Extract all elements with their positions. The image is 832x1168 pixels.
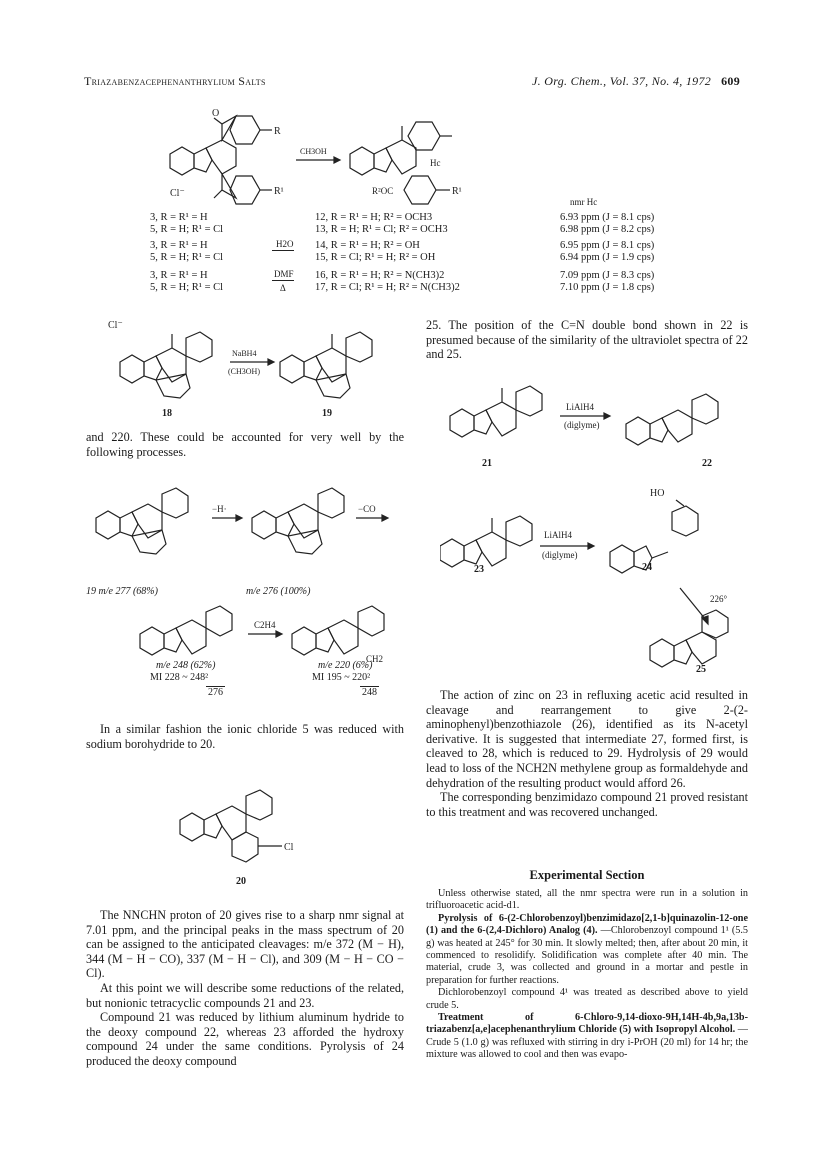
row1-left1: 3, R = R¹ = H (150, 212, 208, 223)
row3-right2: 17, R = Cl; R¹ = H; R² = N(CH3)2 (315, 282, 460, 293)
row3-left2: 5, R = H; R¹ = Cl (150, 282, 224, 293)
exp-para-2: Pyrolysis of 6-(2-Chlorobenzoyl)benzimidazo[2,1-b]quinazolin-12-one (1) and the 6-(2,4-Dichloro) Analog (4). —Chlorobenzoyl compound 1¹ (5.5 g) was heated at 245° for 30 min. It slowly melted; then, after about 20 min, it commenced to resolidify. Solidification was complete after 40 min. The material, crude 3, was collected and ground in a mortar and pestle in preparation for further reactions. (426, 912, 748, 986)
r1-label-left: R¹ (274, 186, 284, 197)
solvent-diglyme-2: (diglyme) (542, 550, 578, 560)
reagent-heat: Δ (280, 283, 286, 293)
scheme3-structures (440, 372, 740, 682)
hc-label: Hc (430, 158, 441, 168)
r-label-left: R (274, 126, 281, 137)
running-head: Triazabenzacephenanthrylium Salts (84, 74, 266, 88)
row1-right1: 12, R = R¹ = H; R² = OCH3 (315, 212, 433, 223)
compound-20-structure (170, 776, 320, 876)
arrow-dmf (272, 280, 294, 281)
text-similar-fashion: In a similar fashion the ionic chloride 5 was reduced with sodium borohydride to 20. (86, 722, 404, 751)
label-mi2-den: 248 (362, 687, 377, 698)
temp-226: 226° (710, 594, 728, 604)
right-paragraphs (426, 688, 748, 819)
compound-23-label: 23 (474, 564, 484, 575)
reagent-lialh4-1: LiAlH4 (566, 402, 594, 412)
text-compound-21: Compound 21 was reduced by lithium aluminum hydride to the deoxy compound 22, whereas 23 afforded the hydroxy compound 24 under the same conditions. Pyrolysis of 24 produced the deoxy compound (86, 1010, 404, 1068)
left-paragraph-2 (86, 722, 404, 751)
compound-18-label: 18 (162, 408, 172, 418)
label-220: m/e 220 (6%) (318, 660, 373, 671)
compound-22-label: 22 (702, 458, 712, 469)
compound-25-label: 25 (696, 664, 706, 675)
nmr-header: nmr Hc (570, 197, 598, 207)
reagent-nabh4: NaBH4 (232, 349, 257, 358)
label-248: m/e 248 (62%) (156, 660, 216, 671)
row2-nmr2: 6.94 ppm (J = 1.9 cps) (560, 252, 655, 263)
svg-text:Cl: Cl (284, 842, 294, 853)
row3-nmr1: 7.09 ppm (J = 8.3 cps) (560, 270, 655, 281)
row3-right1: 16, R = R¹ = H; R² = N(CH3)2 (315, 270, 445, 281)
r2oc-label: R²OC (372, 186, 394, 196)
scheme2-structures (100, 318, 410, 418)
experimental-paragraphs (426, 888, 748, 1062)
reagent-methanol-2: (CH3OH) (228, 367, 260, 376)
label-276: m/e 276 (100%) (246, 586, 311, 597)
left-paragraph-1 (86, 430, 404, 459)
text-at-this-point: At this point we will describe some reductions of the related, but nonionic tetracyclic compounds 21 and 23. (86, 980, 404, 1010)
reagent-methanol: CH3OH (300, 147, 327, 156)
text-nnchn: The NNCHN proton of 20 gives rise to a sharp nmr signal at 7.01 ppm, and the principal peaks in the mass spectrum of 20 can be assigned to the anticipated cleavages: m/e 372 (M − H), 344 (M − H − CO), 337 (M − H − Cl), and 309 (M − H − CO − Cl). (86, 908, 404, 981)
exp-para-1: Unless otherwise stated, all the nmr spectra were run in a solution in trifluoroacetic acid-d1. (426, 888, 748, 912)
label-mi2: MI 195 ~ 220² (312, 672, 371, 683)
chloride-label: Cl⁻ (170, 188, 185, 199)
page-number: 609 (721, 74, 740, 88)
exp-para-3: Dichlorobenzoyl compound 4¹ was treated as described above to yield crude 5. (426, 987, 748, 1011)
experimental-section-title: Experimental Section (529, 868, 645, 882)
row1-nmr1: 6.93 ppm (J = 8.1 cps) (560, 212, 655, 223)
scheme1-structures (150, 104, 510, 214)
row2-left1: 3, R = R¹ = H (150, 240, 208, 251)
row2-nmr1: 6.95 ppm (J = 8.1 cps) (560, 240, 655, 251)
right-paragraph-1 (426, 318, 748, 362)
exp-para-4: Treatment of 6-Chloro-9,14-dioxo-9H,14H-4b,9a,13b-triazabenz[a,e]acephenanthrylium Chloride (5) with Isopropyl Alcohol. —Crude 5 (1.0 g) was refluxed with stirring in dry i-PrOH (20 ml) for 14 hr; the mixture was allowed to cool and then was evapo- (426, 1012, 748, 1061)
compound-19-label: 19 (322, 408, 332, 418)
row2-right2: 15, R = Cl; R¹ = H; R² = OH (315, 252, 436, 263)
text-processes: and 220. These could be accounted for very well by the following processes. (86, 430, 404, 459)
row2-right1: 14, R = R¹ = H; R² = OH (315, 240, 420, 251)
row1-nmr2: 6.98 ppm (J = 8.2 cps) (560, 224, 655, 235)
row1-right2: 13, R = H; R¹ = Cl; R² = OCH3 (315, 224, 448, 235)
chloride-label-18: Cl⁻ (108, 320, 123, 331)
label-minus-co: −CO (358, 504, 376, 514)
solvent-diglyme-1: (diglyme) (564, 420, 600, 430)
label-ch2: CH2 (366, 654, 384, 664)
label-mi1: MI 228 ~ 248² (150, 672, 209, 683)
reagent-water: H2O (276, 239, 294, 249)
text-zinc-action: The action of zinc on 23 in refluxing acetic acid resulted in cleavage and rearrangement to give 2-(2-aminophenyl)benzothiazole (26), identified as its N-acetyl derivative. It is suggested that intermediate 27, formed first, is cleaved to 28, which is reduced to 29. Hydrolysis of 29 would lead to loss of the NCH2N methylene group as formaldehyde and dehydration of the resulting product would afford 26. (426, 688, 748, 790)
reagent-lialh4-2: LiAlH4 (544, 530, 572, 540)
compound-24-label: 24 (642, 562, 652, 573)
ho-label: HO (650, 488, 665, 499)
fragmentation-top (86, 474, 406, 584)
reagent-dmf: DMF (274, 269, 294, 279)
r1-label-right: R¹ (452, 186, 462, 197)
row2-left2: 5, R = H; R¹ = Cl (150, 252, 224, 263)
row3-left1: 3, R = R¹ = H (150, 270, 208, 281)
row3-nmr2: 7.10 ppm (J = 1.8 cps) (560, 282, 655, 293)
label-mi1-den: 276 (208, 687, 223, 698)
journal-name: J. Org. Chem., Vol. 37, No. 4, 1972 (532, 74, 712, 88)
oxygen-label-1: O (212, 108, 220, 119)
arrow-water (272, 250, 294, 251)
label-19-ms: 19 m/e 277 (68%) (86, 586, 158, 597)
text-benzimidazo: The corresponding benzimidazo compound 21 proved resistant to this treatment and was recovered unchanged. (426, 790, 748, 819)
row1-left2: 5, R = H; R¹ = Cl (150, 224, 224, 235)
journal-citation (532, 74, 740, 89)
label-minus-h: −H· (212, 504, 227, 514)
label-c2h4: C2H4 (254, 620, 276, 630)
compound-21-label: 21 (482, 458, 492, 469)
text-position-cn: 25. The position of the C=N double bond shown in 22 is presumed because of the similarity of the ultraviolet spectra of 22 and 25. (426, 318, 748, 362)
left-paragraphs-lower (86, 908, 404, 1069)
compound-20-label: 20 (236, 876, 246, 887)
